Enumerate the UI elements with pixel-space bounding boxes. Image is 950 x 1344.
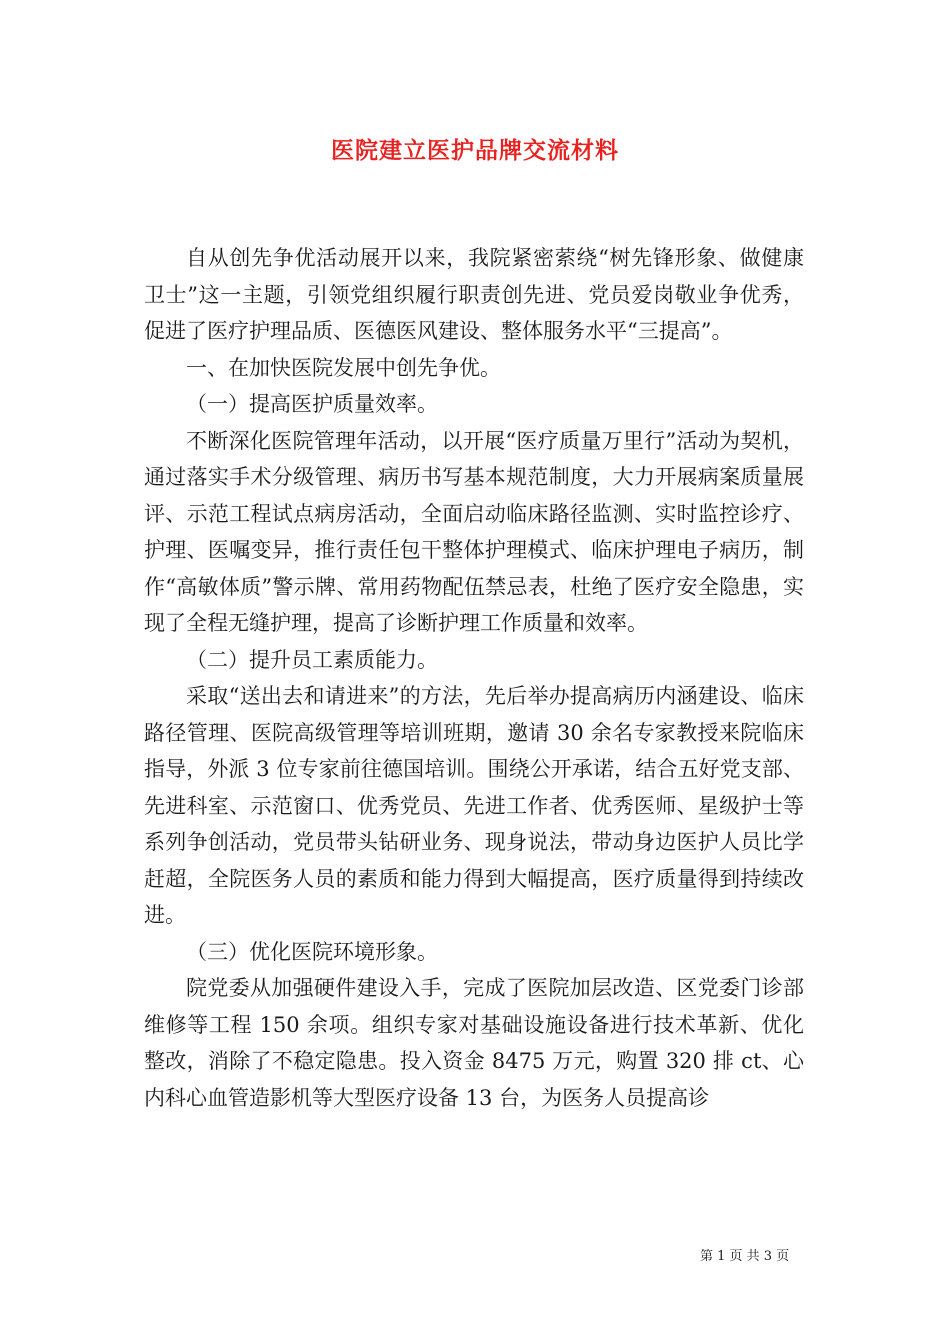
intro-paragraph: 自从创先争优活动展开以来，我院紧密萦绕“树先锋形象、做健康卫士”这一主题，引领党组织履行职责创先进、党员爱岗敬业争优秀，促进了医疗护理品质、医德医风建设、整体服务水平“三提高”。 (144, 246, 804, 343)
page-title: 医院建立医护品牌交流材料 (331, 137, 619, 164)
body-paragraph-2: 采取“送出去和请进来”的方法，先后举办提高病历内涵建设、临床路径管理、医院高级管理等培训班期，邀请 30 余名专家教授来院临床指导，外派 3 位专家前往德国培训。围绕公开承诺，结合五好党支部、先进科室、示范窗口、优秀党员、先进工作者、优秀医师、星级护士等系列争创活动，党员带头钻研业务、现身说法，带动身边医护人员比学赶超，全院医务人员的素质和能力得到大幅提高，医疗质量得到持续改进。 (144, 684, 804, 927)
subsection-heading-2: （二）提升员工素质能力。 (186, 647, 438, 672)
document-body (144, 240, 804, 1116)
section-heading-1: 一、在加快医院发展中创先争优。 (186, 355, 501, 380)
body-paragraph-3: 院党委从加强硬件建设入手，完成了医院加层改造、区党委门诊部维修等工程 150 余项。组织专家对基础设施设备进行技术革新、优化整改，消除了不稳定隐患。投入资金 8475 万元，购置 320 排 ct、心内科心血管造影机等大型医疗设备 13 台，为医务人员提高诊 (144, 976, 804, 1110)
body-paragraph-1: 不断深化医院管理年活动，以开展“医疗质量万里行”活动为契机，通过落实手术分级管理、病历书写基本规范制度，大力开展病案质量展评、示范工程试点病房活动，全面启动临床路径监测、实时监控诊疗、护理、医嘱变异，推行责任包干整体护理模式、临床护理电子病历，制作“高敏体质”警示牌、常用药物配伍禁忌表，杜绝了医疗安全隐患，实现了全程无缝护理，提高了诊断护理工作质量和效率。 (144, 428, 804, 635)
page-number-footer: 第 1 页 共 3 页 (700, 1249, 790, 1264)
subsection-heading-1: （一）提高医护质量效率。 (186, 392, 438, 416)
subsection-heading-3: （三）优化医院环境形象。 (186, 939, 438, 964)
